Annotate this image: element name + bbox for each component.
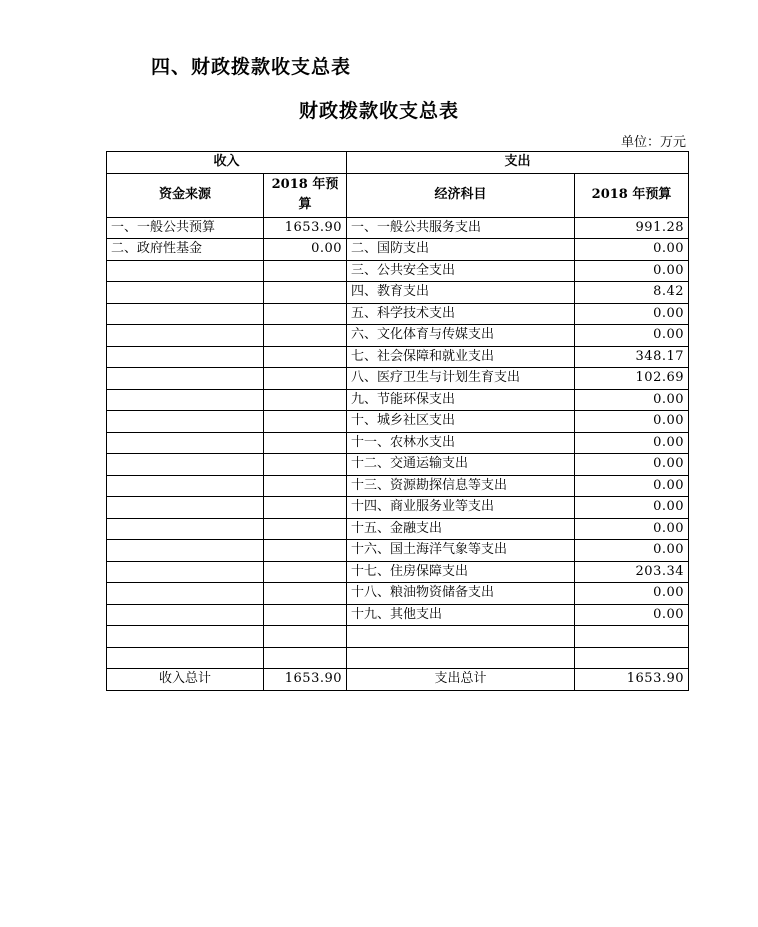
expense-item-cell: 四、教育支出 — [347, 282, 575, 304]
expense-value-cell: 0.00 — [575, 540, 689, 562]
income-value-cell — [264, 282, 347, 304]
page-title: 财政拨款收支总表 — [298, 100, 459, 122]
table-row — [107, 475, 689, 497]
table-row — [107, 518, 689, 540]
income-value-cell — [264, 260, 347, 282]
expense-item-cell: 十五、金融支出 — [347, 518, 575, 540]
expense-item-cell: 十二、交通运输支出 — [347, 454, 575, 476]
table-row — [107, 497, 689, 519]
expense-value-cell: 8.42 — [575, 282, 689, 304]
income-source-cell: 一、一般公共预算 — [107, 217, 264, 239]
income-source-cell — [107, 626, 264, 648]
income-source-cell — [107, 454, 264, 476]
expense-item-cell — [347, 647, 575, 669]
income-value-cell — [264, 475, 347, 497]
expense-value-cell: 348.17 — [575, 346, 689, 368]
income-value-cell — [264, 626, 347, 648]
expense-value-cell: 0.00 — [575, 411, 689, 433]
expense-item-cell: 十、城乡社区支出 — [347, 411, 575, 433]
income-value-cell — [264, 540, 347, 562]
income-source-cell — [107, 475, 264, 497]
table-row — [107, 604, 689, 626]
income-value-cell — [264, 325, 347, 347]
income-total-label: 收入总计 — [107, 669, 264, 691]
expense-item-cell: 八、医疗卫生与计划生育支出 — [347, 368, 575, 390]
table-row — [107, 346, 689, 368]
income-value-cell — [264, 389, 347, 411]
expense-value-cell — [575, 626, 689, 648]
table-row — [107, 583, 689, 605]
table-row — [107, 368, 689, 390]
income-source-cell — [107, 647, 264, 669]
income-value-cell — [264, 647, 347, 669]
expense-value-cell: 0.00 — [575, 303, 689, 325]
expense-item-cell: 十六、国土海洋气象等支出 — [347, 540, 575, 562]
expense-value-cell: 0.00 — [575, 518, 689, 540]
income-value-cell — [264, 303, 347, 325]
expense-value-cell: 0.00 — [575, 475, 689, 497]
expense-item-cell: 九、节能环保支出 — [347, 389, 575, 411]
income-source-header: 资金来源 — [107, 173, 264, 217]
expense-value-cell: 0.00 — [575, 325, 689, 347]
income-header: 收入 — [107, 152, 347, 174]
income-value-cell — [264, 411, 347, 433]
expense-item-cell: 三、公共安全支出 — [347, 260, 575, 282]
expense-budget-header: 2018 年预算 — [575, 173, 689, 217]
income-source-cell — [107, 540, 264, 562]
table-row — [107, 411, 689, 433]
expense-value-cell: 203.34 — [575, 561, 689, 583]
income-value-cell: 1653.90 — [264, 217, 347, 239]
expense-item-header: 经济科目 — [347, 173, 575, 217]
expense-value-cell: 0.00 — [575, 432, 689, 454]
table-row — [107, 217, 689, 239]
table-row — [107, 303, 689, 325]
expense-item-cell: 七、社会保障和就业支出 — [347, 346, 575, 368]
income-budget-header: 2018 年预算 — [264, 173, 347, 217]
expense-value-cell: 0.00 — [575, 389, 689, 411]
table-row — [107, 626, 689, 648]
expense-value-cell: 0.00 — [575, 239, 689, 261]
table-row — [107, 454, 689, 476]
section-heading: 四、财政拨款收支总表 — [151, 56, 352, 78]
table-row — [107, 540, 689, 562]
expense-item-cell: 一、一般公共服务支出 — [347, 217, 575, 239]
income-value-cell — [264, 454, 347, 476]
income-value-cell — [264, 432, 347, 454]
income-source-cell — [107, 303, 264, 325]
income-value-cell — [264, 346, 347, 368]
table-row — [107, 389, 689, 411]
expense-value-cell: 991.28 — [575, 217, 689, 239]
income-source-cell — [107, 518, 264, 540]
table-row — [107, 647, 689, 669]
unit-label: 单位：万元 — [620, 135, 686, 150]
budget-table — [106, 151, 689, 691]
expense-total-label: 支出总计 — [347, 669, 575, 691]
income-value-cell — [264, 604, 347, 626]
income-value-cell — [264, 497, 347, 519]
expense-item-cell: 十九、其他支出 — [347, 604, 575, 626]
expense-value-cell: 0.00 — [575, 497, 689, 519]
table-row — [107, 282, 689, 304]
expense-value-cell — [575, 647, 689, 669]
income-source-cell — [107, 389, 264, 411]
expense-item-cell: 十八、粮油物资储备支出 — [347, 583, 575, 605]
expense-header: 支出 — [347, 152, 689, 174]
income-source-cell — [107, 260, 264, 282]
expense-item-cell: 六、文化体育与传媒支出 — [347, 325, 575, 347]
expense-value-cell: 0.00 — [575, 260, 689, 282]
income-source-cell — [107, 325, 264, 347]
expense-value-cell: 0.00 — [575, 604, 689, 626]
expense-value-cell: 102.69 — [575, 368, 689, 390]
income-source-cell — [107, 583, 264, 605]
income-source-cell — [107, 561, 264, 583]
table-row — [107, 432, 689, 454]
totals-row — [107, 669, 689, 691]
expense-item-cell: 十三、资源勘探信息等支出 — [347, 475, 575, 497]
expense-value-cell: 0.00 — [575, 583, 689, 605]
income-source-cell — [107, 282, 264, 304]
income-source-cell — [107, 432, 264, 454]
expense-item-cell: 十一、农林水支出 — [347, 432, 575, 454]
expense-item-cell: 十七、住房保障支出 — [347, 561, 575, 583]
income-value-cell — [264, 583, 347, 605]
expense-item-cell: 五、科学技术支出 — [347, 303, 575, 325]
income-source-cell — [107, 346, 264, 368]
expense-item-cell — [347, 626, 575, 648]
expense-value-cell: 0.00 — [575, 454, 689, 476]
income-value-cell — [264, 561, 347, 583]
table-row — [107, 260, 689, 282]
expense-item-cell: 十四、商业服务业等支出 — [347, 497, 575, 519]
income-source-cell: 二、政府性基金 — [107, 239, 264, 261]
income-source-cell — [107, 497, 264, 519]
income-value-cell: 0.00 — [264, 239, 347, 261]
expense-total-value: 1653.90 — [575, 669, 689, 691]
table-row — [107, 239, 689, 261]
expense-item-cell: 二、国防支出 — [347, 239, 575, 261]
income-source-cell — [107, 368, 264, 390]
table-row — [107, 325, 689, 347]
income-value-cell — [264, 368, 347, 390]
income-source-cell — [107, 411, 264, 433]
income-value-cell — [264, 518, 347, 540]
table-row — [107, 561, 689, 583]
header-row-top — [107, 152, 689, 174]
header-row-sub — [107, 173, 689, 217]
income-total-value: 1653.90 — [264, 669, 347, 691]
income-source-cell — [107, 604, 264, 626]
